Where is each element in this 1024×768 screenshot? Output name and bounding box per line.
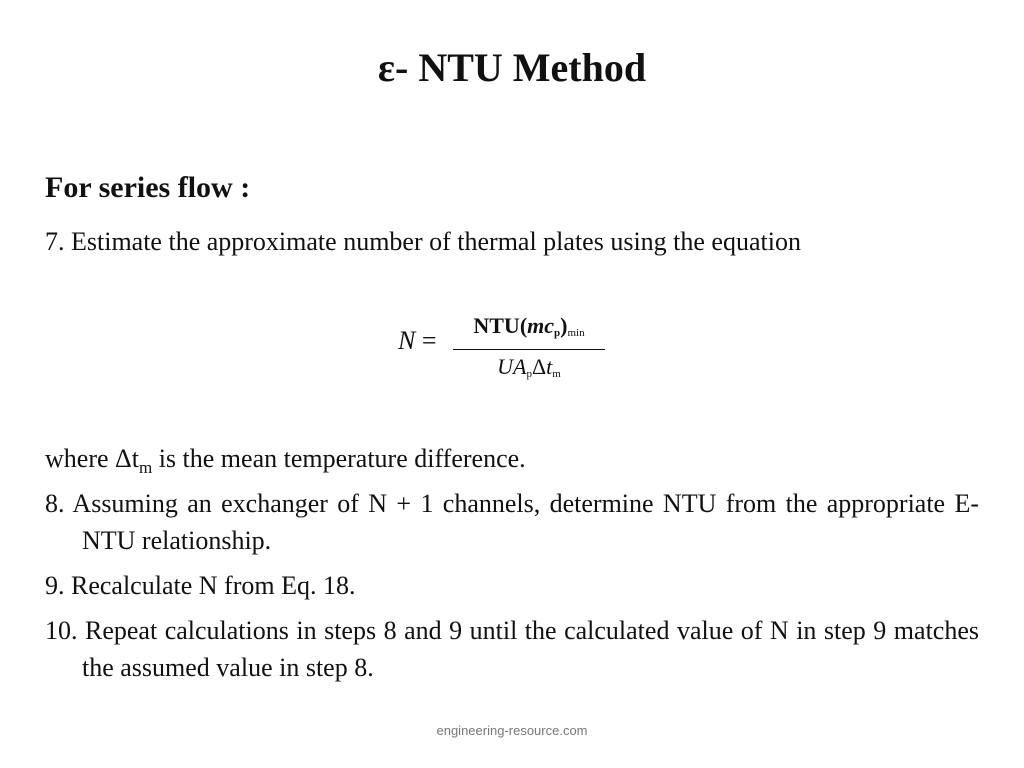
section-subheading: For series flow :	[45, 171, 251, 204]
denominator-t: t	[546, 354, 553, 379]
numerator-ntu: NTU(	[473, 313, 528, 338]
footer-source: engineering-resource.com	[436, 723, 588, 738]
equation-lhs-var: N	[398, 326, 416, 355]
where-suffix: is the mean temperature difference.	[152, 444, 526, 473]
fraction-bar	[453, 349, 605, 350]
equation-lhs	[398, 326, 437, 356]
where-definition	[45, 440, 979, 486]
where-prefix: where Δt	[45, 444, 139, 473]
equation-numerator	[453, 312, 605, 347]
equation-equals: =	[421, 326, 437, 355]
denominator-a: A	[513, 354, 527, 379]
step-9-text: 9. Recalculate N from Eq. 18.	[45, 571, 356, 600]
numerator-c: c	[544, 313, 555, 338]
equation-denominator	[453, 353, 605, 388]
step-8-text: 8. Assuming an exchanger of N + 1 channels, determine NTU from the appropriate E-NTU relationship.	[45, 489, 979, 555]
numerator-m: m	[527, 313, 545, 338]
numerator-p-sub: p	[554, 327, 561, 339]
where-subscript: m	[138, 458, 153, 477]
denominator-delta: Δ	[532, 354, 547, 379]
numerator-min-sub: min	[567, 327, 585, 339]
denominator-u: U	[497, 354, 514, 379]
denominator-m-sub: m	[552, 368, 561, 380]
step-7-text: 7. Estimate the approximate number of thermal plates using the equation	[45, 227, 801, 256]
equation-fraction	[453, 312, 605, 388]
numerator-close: )	[560, 313, 568, 338]
step-10-text: 10. Repeat calculations in steps 8 and 9 until the calculated value of N in step 9 matches the assumed value in step 8.	[45, 616, 979, 682]
plate-count-equation	[398, 312, 628, 392]
denominator-p-sub: p	[526, 368, 532, 380]
slide-title: ε- NTU Method	[377, 45, 647, 90]
